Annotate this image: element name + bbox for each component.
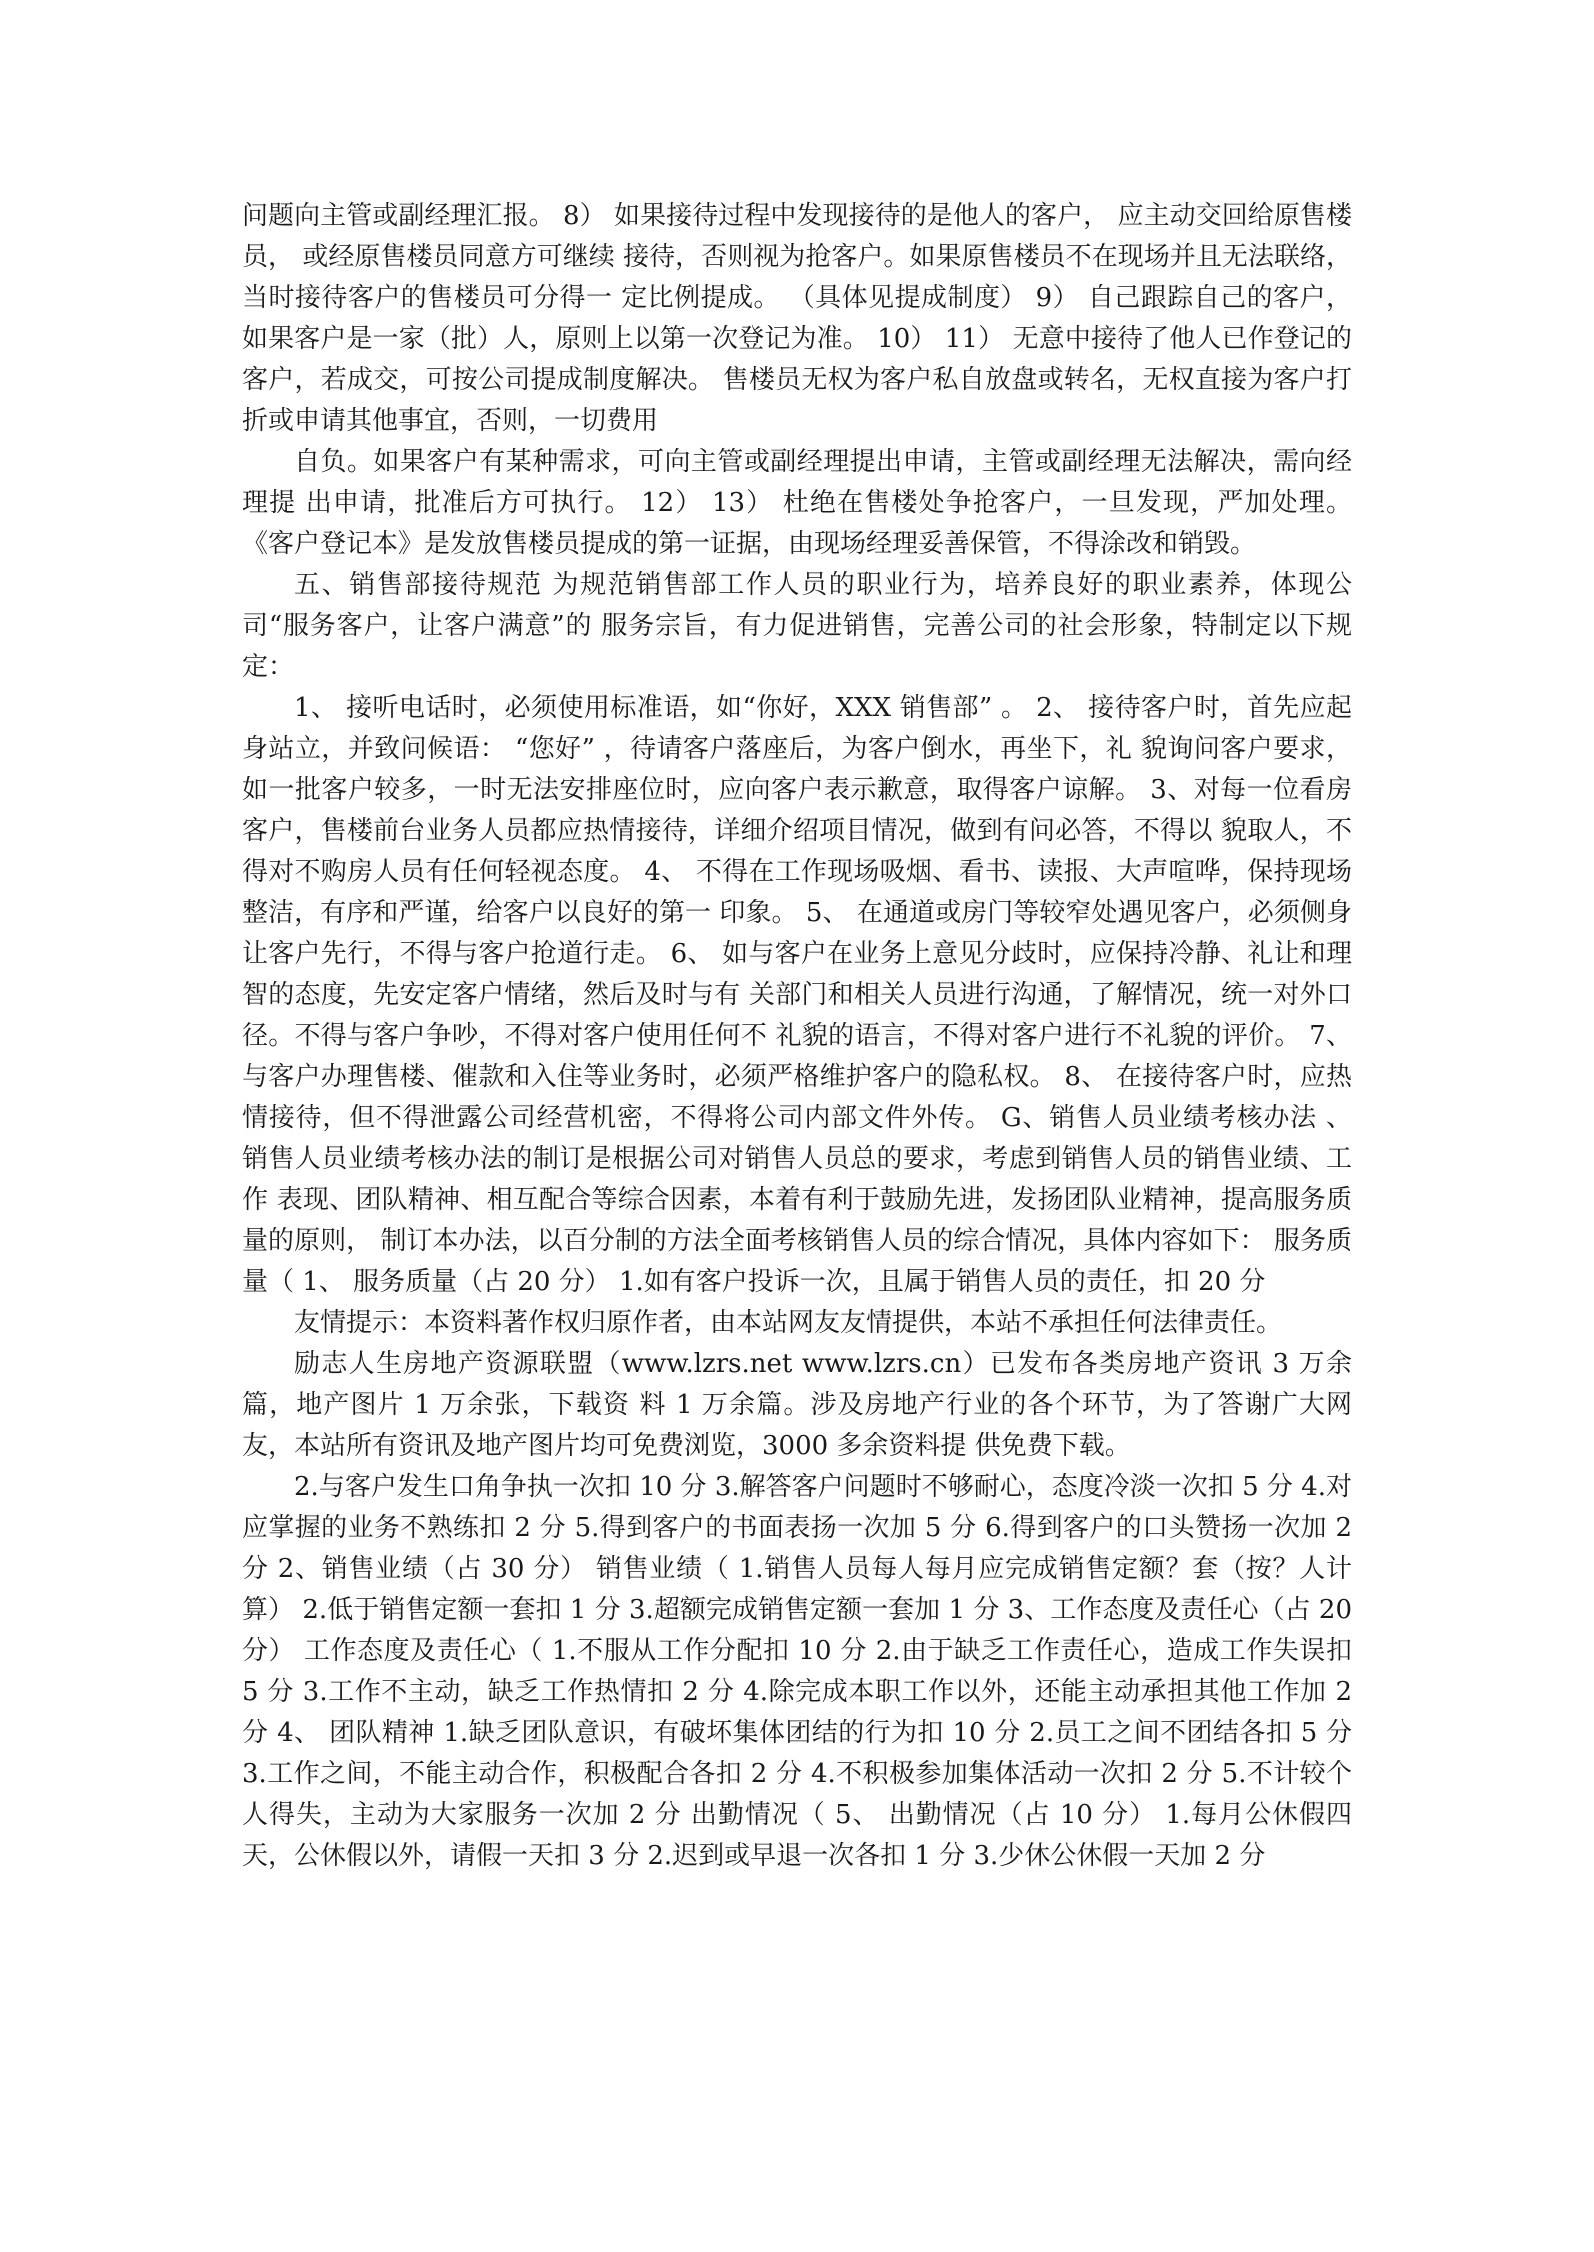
- paragraph-notice: 友情提示：本资料著作权归原作者，由本站网友友情提供，本站不承担任何法律责任。: [294, 1308, 1283, 1338]
- document-page: [242, 196, 1352, 1877]
- paragraph-7: 2.与客户发生口角争执一次扣 10 分 3.解答客户问题时不够耐心，态度冷淡一次扣 5 分 4.对应掌握的业务不熟练扣 2 分 5.得到客户的书面表扬一次加 5 分 6.得到客户的口头赞扬一次加 2 分 2、销售业绩（占 30 分） 销售业绩（ 1.销售人员每人每月应完成销售定额？套（按？人计算） 2.低于销售定额一套扣 1 分 3.超额完成销售定额一套加 1 分 3、工作态度及责任心（占 20 分） 工作态度及责任心（ 1.不服从工作分配扣 10 分 2.由于缺乏工作责任心，造成工作失误扣 5 分 3.工作不主动，缺乏工作热情扣 2 分 4.除完成本职工作以外，还能主动承担其他工作加 2 分 4、 团队精神 1.缺乏团队意识，有破坏集体团结的行为扣 10 分 2.员工之间不团结各扣 5 分 3.工作之间，不能主动合作，积极配合各扣 2 分 4.不积极参加集体活动一次扣 2 分 5.不计较个人得失，主动为大家服务一次加 2 分 出勤情况（ 5、 出勤情况（占 10 分） 1.每月公休假四天，公休假以外，请假一天扣 3 分 2.迟到或早退一次各扣 1 分 3.少休公休假一天加 2 分: [242, 1472, 1352, 1871]
- paragraph-site-info: 励志人生房地产资源联盟（www.lzrs.net www.lzrs.cn）已发布各类房地产资讯 3 万余篇，地产图片 1 万余张，下载资 料 1 万余篇。涉及房地产行业的各个环节，为了答谢广大网友，本站所有资讯及地产图片均可免费浏览，3000 多余资料提 供免费下载。: [242, 1349, 1352, 1461]
- paragraph-2: 自负。如果客户有某种需求，可向主管或副经理提出申请，主管或副经理无法解决，需向经理提 出申请，批准后方可执行。 12） 13） 杜绝在售楼处争抢客户，一旦发现，严加处理。 《客户登记本》是发放售楼员提成的第一证据，由现场经理妥善保管，不得涂改和销毁。: [242, 447, 1352, 559]
- paragraph-4: 1、 接听电话时，必须使用标准语，如“你好，XXX 销售部” 。 2、 接待客户时，首先应起身站立，并致问候语： “您好” ，待请客户落座后，为客户倒水，再坐下，礼 貌询问客户要求，如一批客户较多，一时无法安排座位时，应向客户表示歉意，取得客户谅解。 3、对每一位看房客户，售楼前台业务人员都应热情接待，详细介绍项目情况，做到有问必答，不得以 貌取人，不得对不购房人员有任何轻视态度。 4、 不得在工作现场吸烟、看书、读报、大声喧哗，保持现场整洁，有序和严谨，给客户以良好的第一 印象。 5、 在通道或房门等较窄处遇见客户，必须侧身让客户先行，不得与客户抢道行走。 6、 如与客户在业务上意见分歧时，应保持冷静、礼让和理智的态度，先安定客户情绪，然后及时与有 关部门和相关人员进行沟通，了解情况，统一对外口径。不得与客户争吵，不得对客户使用任何不 礼貌的语言，不得对客户进行不礼貌的评价。 7、 与客户办理售楼、催款和入住等业务时，必须严格维护客户的隐私权。 8、 在接待客户时，应热情接待，但不得泄露公司经营机密，不得将公司内部文件外传。 G、销售人员业绩考核办法 、 销售人员业绩考核办法的制订是根据公司对销售人员总的要求，考虑到销售人员的销售业绩、工作 表现、团队精神、相互配合等综合因素，本着有利于鼓励先进，发扬团队业精神，提高服务质量的原则， 制订本办法，以百分制的方法全面考核销售人员的综合情况，具体内容如下： 服务质量（ 1、 服务质量（占 20 分） 1.如有客户投诉一次，且属于销售人员的责任，扣 20 分: [242, 693, 1352, 1297]
- paragraph-3: 五、销售部接待规范 为规范销售部工作人员的职业行为，培养良好的职业素养，体现公司“服务客户，让客户满意”的 服务宗旨，有力促进销售，完善公司的社会形象，特制定以下规定：: [242, 570, 1352, 682]
- paragraph-1: 问题向主管或副经理汇报。 8） 如果接待过程中发现接待的是他人的客户， 应主动交回给原售楼员， 或经原售楼员同意方可继续 接待，否则视为抢客户。如果原售楼员不在现场并且无法联络，当时接待客户的售楼员可分得一 定比例提成。 （具体见提成制度） 9） 自己跟踪自己的客户，如果客户是一家（批）人，原则上以第一次登记为准。 10） 11） 无意中接待了他人已作登记的客户，若成交，可按公司提成制度解决。 售楼员无权为客户私自放盘或转名，无权直接为客户打折或申请其他事宜，否则，一切费用: [242, 201, 1352, 436]
